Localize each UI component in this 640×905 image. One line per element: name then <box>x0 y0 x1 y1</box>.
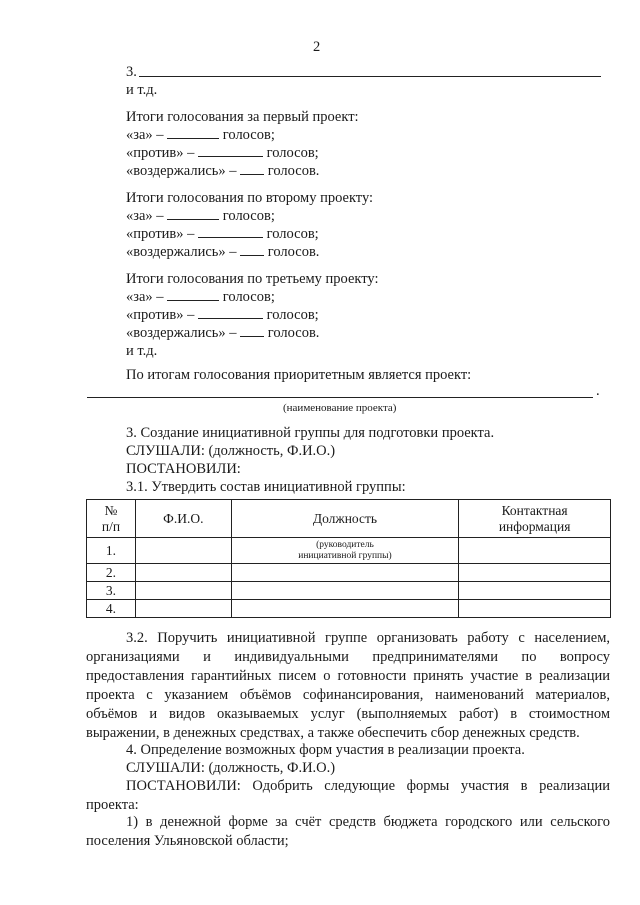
row-position-cell[interactable] <box>231 564 459 582</box>
vote-block-3-title: Итоги голосования по третьему проекту: <box>126 271 379 287</box>
initiative-group-table <box>86 499 611 618</box>
header-num: № п/п <box>87 500 136 538</box>
protiv-blank-1 <box>198 144 263 157</box>
vote-block-2-title: Итоги голосования по второму проекту: <box>126 190 374 206</box>
vozd-blank-3 <box>240 324 264 337</box>
row-fio-cell[interactable] <box>135 582 231 600</box>
section-3-resolved: ПОСТАНОВИЛИ: <box>126 461 241 477</box>
row-contact-cell[interactable] <box>459 538 611 564</box>
row-contact-cell[interactable] <box>459 600 611 618</box>
vote-block-1-protiv: «против» – голосов; <box>126 145 319 161</box>
priority-text: По итогам голосования приоритетным является проект: <box>126 367 472 383</box>
vozd-blank-1 <box>240 162 264 175</box>
row-fio-cell[interactable] <box>135 564 231 582</box>
section-3-sub1: 3.1. Утвердить состав инициативной группы: <box>126 479 406 495</box>
header-fio: Ф.И.О. <box>135 500 231 538</box>
row-fio-cell[interactable] <box>135 538 231 564</box>
table-row <box>87 538 611 564</box>
etc-text-2: и т.д. <box>126 343 158 359</box>
za-blank-2 <box>167 207 219 220</box>
row-num: 2. <box>87 564 136 582</box>
vozd-blank-2 <box>240 243 264 256</box>
section-3-heard: СЛУШАЛИ: (должность, Ф.И.О.) <box>126 443 336 459</box>
row-contact-cell[interactable] <box>459 564 611 582</box>
section-4-heard: СЛУШАЛИ: (должность, Ф.И.О.) <box>126 760 336 776</box>
vote-block-3-protiv: «против» – голосов; <box>126 307 319 323</box>
vote-block-2-protiv: «против» – голосов; <box>126 226 319 242</box>
vote-block-1-vozd: «воздержались» – голосов. <box>126 163 320 179</box>
row-position-cell[interactable] <box>231 600 459 618</box>
table-header-row <box>87 500 611 538</box>
item-3-blank-line <box>139 76 601 77</box>
vote-block-3-vozd: «воздержались» – голосов. <box>126 325 320 341</box>
section-3-title: 3. Создание инициативной группы для подготовки проекта. <box>126 425 495 441</box>
vote-block-2-za: «за» – голосов; <box>126 208 275 224</box>
header-contact: Контактная информация <box>459 500 611 538</box>
item-3-prefix: 3. <box>126 64 137 80</box>
section-4-title: 4. Определение возможных форм участия в реализации проекта. <box>126 742 525 758</box>
row-num: 1. <box>87 538 136 564</box>
priority-project-line <box>87 397 593 398</box>
row-num: 4. <box>87 600 136 618</box>
etc-text-1: и т.д. <box>126 82 158 98</box>
protiv-blank-3 <box>198 306 263 319</box>
vote-block-1-title: Итоги голосования за первый проект: <box>126 109 359 125</box>
header-position: Должность <box>231 500 459 538</box>
page-number: 2 <box>313 39 321 55</box>
za-blank-1 <box>167 126 219 139</box>
row-num: 3. <box>87 582 136 600</box>
table-row <box>87 600 611 618</box>
vote-block-3-za: «за» – голосов; <box>126 289 275 305</box>
project-name-caption: (наименование проекта) <box>283 402 397 414</box>
section-4-resolved: ПОСТАНОВИЛИ: Одобрить следующие формы участия в реализации проекта: <box>86 778 610 813</box>
table-row <box>87 582 611 600</box>
row-fio-cell[interactable] <box>135 600 231 618</box>
vote-block-1-za: «за» – голосов; <box>126 127 275 143</box>
table-row <box>87 564 611 582</box>
za-blank-3 <box>167 288 219 301</box>
row-contact-cell[interactable] <box>459 582 611 600</box>
section-3-sub2: 3.2. Поручить инициативной группе организовать работу с населением, организациями и индивидуальными предпринимателями по вопросу предоставления гарантийных писем о готовности принять участие в реализации проекта с указанием объёмов софинансирования, наименований материалов, объёмов и видов оказываемых услуг (выполняемых работ) в стоимостном выражении, в денежных средствах, а также обеспечить сбор денежных средств. <box>86 630 610 741</box>
vote-block-2-vozd: «воздержались» – голосов. <box>126 244 320 260</box>
priority-end: . <box>596 383 600 399</box>
row-position-cell[interactable] <box>231 582 459 600</box>
protiv-blank-2 <box>198 225 263 238</box>
section-4-item1: 1) в денежной форме за счёт средств бюджета городского или сельского поселения Ульяновской области; <box>86 814 610 849</box>
row-position-cell[interactable]: (руководитель инициативной группы) <box>231 538 459 564</box>
